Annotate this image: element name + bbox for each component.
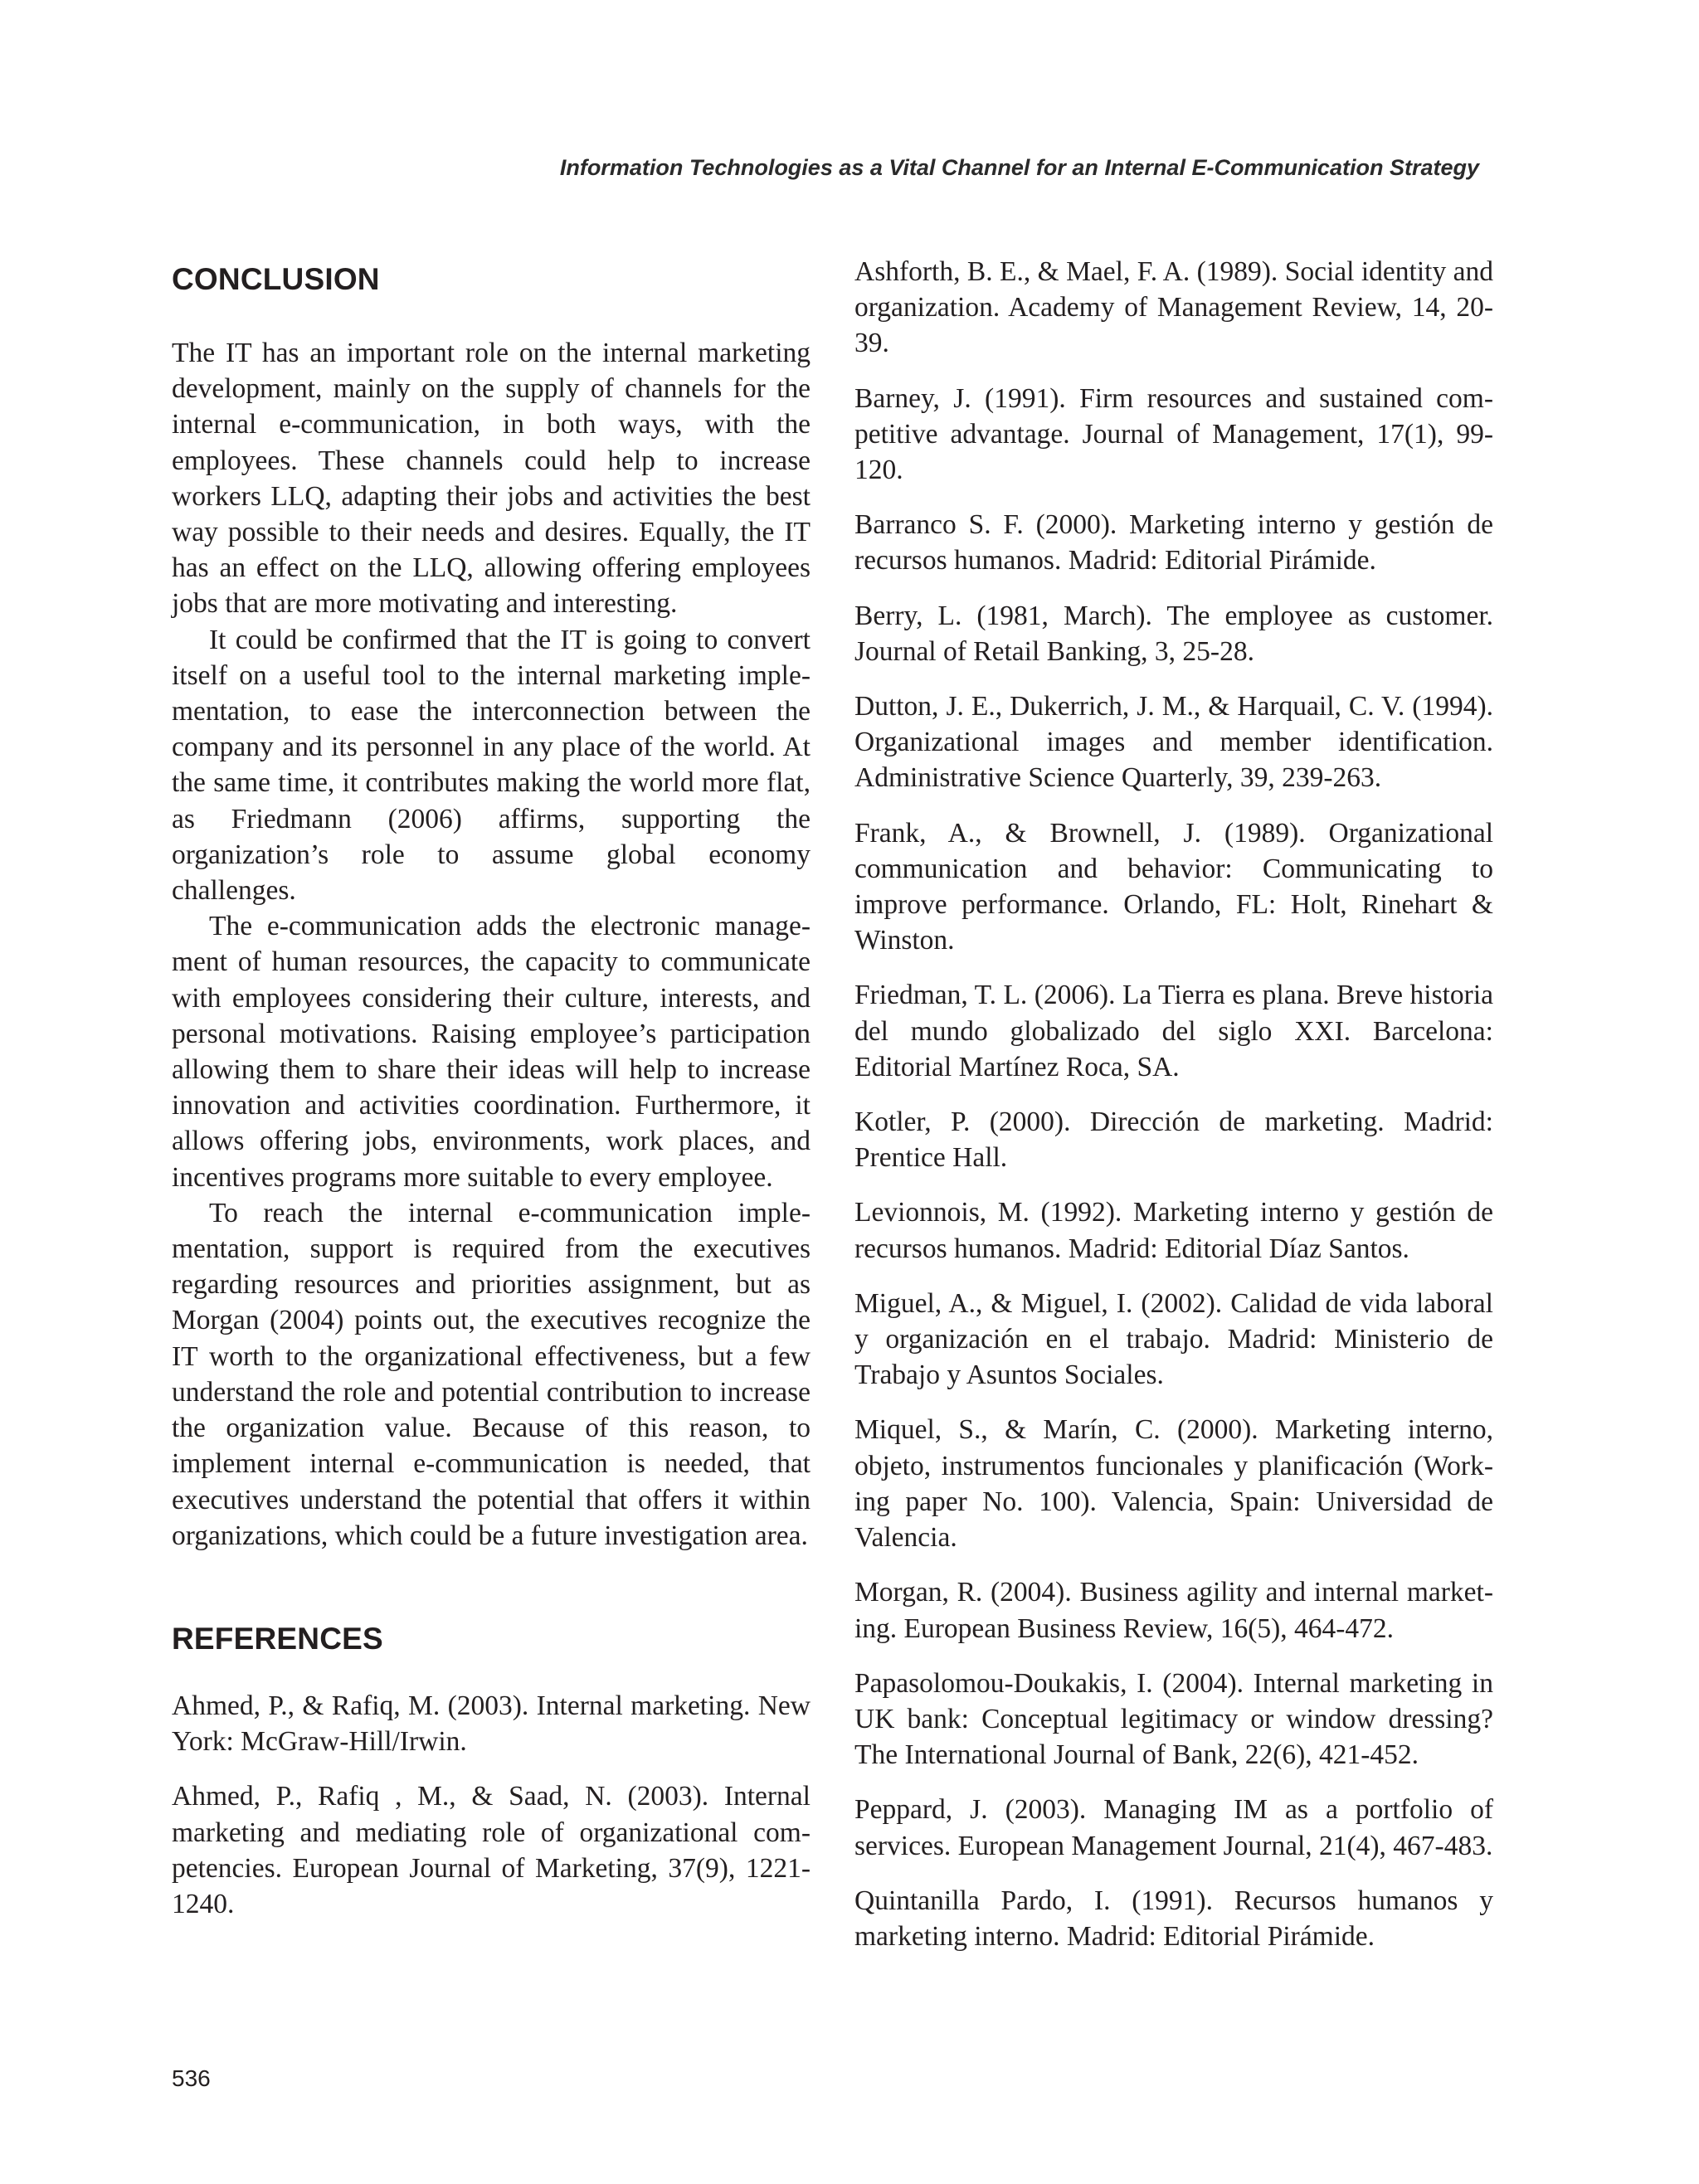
running-head: Information Technologies as a Vital Channel for an Internal E-Communication Strategy <box>559 155 1479 180</box>
reference-entry: Levionnois, M. (1992). Marketing interno y gestión de recursos humanos. Madrid: Editorial Díaz Santos. <box>854 1197 1493 1264</box>
reference-entry: Peppard, J. (2003). Managing IM as a portfolio of services. European Management Journal, 21(4), 467-483. <box>854 1794 1493 1861</box>
conclusion-paragraph: The IT has an important role on the internal marketing development, mainly on the supply of channels for the internal e-communication, in both ways, with the employees. These channels could help to increase workers LLQ, adapting their jobs and activities the best way possible to their needs and desires. Equally, the IT has an effect on the LLQ, allowing offering employees jobs that are more motivating and interesting. <box>172 338 811 620</box>
right-column <box>854 254 1493 1973</box>
reference-entry: Friedman, T. L. (2006). La Tierra es plana. Breve historia del mundo globalizado del siglo XXI. Barcelona: Editorial Martínez Roca, SA. <box>854 980 1493 1082</box>
reference-entry: Dutton, J. E., Dukerrich, J. M., & Harquail, C. V. (1994). Organizational images and member identification. Administrative Science Quarterly, 39, 239-263. <box>854 691 1493 794</box>
conclusion-paragraph: The e-communication adds the electronic management of human resources, the capacity to communicate with employees considering their culture, interests, and personal motivations. Raising employee’s participation allowing them to share their ideas will help to increase innovation and activities coordination. Furthermore, it allows offering jobs, environments, work places, and incentives programs more suitable to every employee. <box>172 911 811 1193</box>
reference-entry: Miquel, S., & Marín, C. (2000). Marketing interno, objeto, instrumentos funcionales y planificación (Working paper No. 100). Valencia, Spain: Universidad de Valencia. <box>854 1414 1493 1554</box>
reference-entry: Barranco S. F. (2000). Marketing interno y gestión de recursos humanos. Madrid: Editorial Pirámide. <box>854 509 1493 576</box>
conclusion-paragraph: It could be confirmed that the IT is going to convert itself on a useful tool to the internal marketing implementation, to ease the interconnection between the company and its personnel in any place of the world. At the same time, it contributes making the world more flat, as Friedmann (2006) affirms, supporting the organization’s role to assume global economy challenges. <box>172 624 811 907</box>
left-column <box>172 254 811 1941</box>
reference-entry: Ahmed, P., Rafiq , M., & Saad, N. (2003). Internal marketing and mediating role of organizational competencies. European Journal of Marketing, 37(9), 1221-1240. <box>172 1781 811 1919</box>
reference-entry: Kotler, P. (2000). Dirección de marketing. Madrid: Prentice Hall. <box>854 1107 1493 1174</box>
conclusion-heading: CONCLUSION <box>172 262 380 296</box>
reference-entry: Ahmed, P., & Rafiq, M. (2003). Internal marketing. New York: McGraw-Hill/Irwin. <box>172 1690 811 1758</box>
reference-entry: Morgan, R. (2004). Business agility and internal marketing. European Business Review, 16(5), 464-472. <box>854 1577 1493 1644</box>
reference-entry: Berry, L. (1981, March). The employee as customer. Journal of Retail Banking, 3, 25-28. <box>854 600 1493 667</box>
reference-entry: Quintanilla Pardo, I. (1991). Recursos humanos y marketing interno. Madrid: Editorial Pirámide. <box>854 1885 1493 1952</box>
conclusion-paragraph: To reach the internal e-communication implementation, support is required from the executives regarding resources and priorities assignment, but as Morgan (2004) points out, the executives recognize the IT worth to the organizational effectiveness, but a few understand the role and potential contribution to increase the organization value. Because of this reason, to implement internal e-communication is needed, that executives understand the potential that offers it within organizations, which could be a future investigation area. <box>172 1197 811 1551</box>
reference-entry: Miguel, A., & Miguel, I. (2002). Calidad de vida laboral y organización en el trabajo. Madrid: Ministerio de Trabajo y Asuntos Sociales. <box>854 1287 1493 1391</box>
page-number: 536 <box>172 2065 211 2091</box>
reference-entry: Papasolomou-Doukakis, I. (2004). Internal marketing in UK bank: Conceptual legitimacy or window dressing? The International Journal of Bank, 22(6), 421-452. <box>854 1667 1493 1771</box>
reference-entry: Barney, J. (1991). Firm resources and sustained competitive advantage. Journal of Management, 17(1), 99-120. <box>854 382 1493 486</box>
reference-entry: Ashforth, B. E., & Mael, F. A. (1989). Social identity and organization. Academy of Management Review, 14, 20-39. <box>854 256 1493 359</box>
references-heading: REFERENCES <box>172 1621 383 1656</box>
reference-entry: Frank, A., & Brownell, J. (1989). Organizational communication and behavior: Communicating to improve performance. Orlando, FL: Holt, Rinehart & Winston. <box>854 817 1493 956</box>
